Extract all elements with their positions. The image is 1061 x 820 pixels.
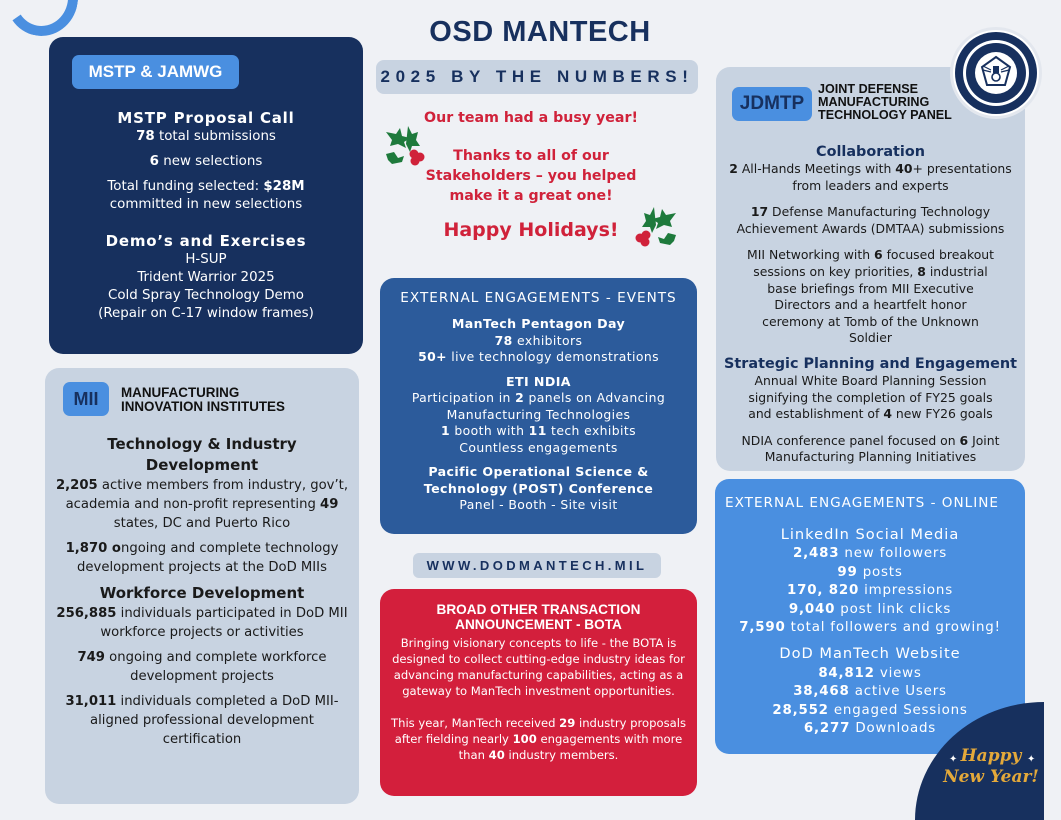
bota-results: This year, ManTech received 29 industry proposals after fielding nearly 100 engagements with more than 40 industry members. (391, 716, 686, 762)
sparkle-icon: ✦ (1027, 754, 1036, 765)
jdmtp-body (722, 143, 1019, 476)
post-conference-group: Pacific Operational Science & Technology (POST) Conference Panel - Booth - Site visit (423, 464, 654, 512)
workforce-projects-stat: 749 ongoing and complete workforce development projects (77, 650, 327, 684)
mstp-badge: MSTP & JAMWG (72, 55, 239, 89)
jdmtp-card (716, 67, 1025, 471)
planning-stat: Annual White Board Planning Session signifying the completion of FY25 goals and establishment of 4 new FY26 goals (748, 372, 993, 422)
participants-stat: 256,885 individuals participated in DoD MII workforce projects or activities (56, 606, 348, 640)
jdmtp-badge: JDMTP (732, 87, 812, 121)
selections-stat: 6 new selections (149, 154, 263, 169)
linkedin-stat: 99 posts (837, 564, 903, 580)
happy-holidays-text: Happy Holidays! (443, 219, 619, 241)
submissions-stat: 78 total submissions (136, 129, 276, 144)
mstp-body (49, 109, 363, 323)
page-title: OSD MANTECH (429, 16, 651, 48)
external-events-card (380, 278, 697, 534)
jdmtp-title: JOINT DEFENSE MANUFACTURING TECHNOLOGY PANEL (818, 82, 952, 122)
collaboration-heading: Collaboration (816, 144, 925, 160)
ndia-stat: NDIA conference panel focused on 6 Joint Manufacturing Planning Initiatives (741, 432, 1000, 465)
demo-item: (Repair on C-17 window frames) (98, 306, 314, 321)
sparkle-icon: ✦ (949, 754, 958, 765)
events-body (380, 316, 697, 514)
mii-card (45, 368, 359, 804)
bota-card (380, 589, 697, 796)
dod-mantech-seal-icon (950, 27, 1042, 119)
mii-badge: MII (63, 382, 109, 416)
linkedin-stat: 7,590 total followers and growing! (739, 620, 1001, 636)
online-body (715, 526, 1025, 738)
decorative-arc (0, 0, 84, 42)
holiday-line-busy-year: Our team had a busy year! (424, 110, 638, 126)
online-heading: EXTERNAL ENGAGEMENTS - ONLINE (725, 495, 1000, 511)
demo-item: Cold Spray Technology Demo (108, 288, 304, 303)
tech-projects-stat: 1,870 ongoing and complete technology development projects at the DoD MIIs (65, 541, 339, 575)
strategic-heading: Strategic Planning and Engagement (724, 355, 1017, 372)
external-online-card (715, 479, 1025, 754)
pentagon-day-group: ManTech Pentagon Day 78 exhibitors 50+ live technology demonstrations (418, 316, 659, 364)
bota-body (380, 635, 697, 763)
linkedin-stat: 170, 820 impressions (787, 583, 953, 599)
demo-item: H-SUP (185, 252, 227, 267)
holiday-message (400, 108, 662, 258)
linkedin-stat: 2,483 new followers (793, 546, 947, 562)
linkedin-group: LinkedIn Social Media 2,483 new followers 99 posts 170, 820 impressions 9,040 post link clicks 7,590 total followers and growing! (715, 526, 1025, 637)
bota-heading: BROAD OTHER TRANSACTION ANNOUNCEMENT - BOTA (436, 602, 641, 632)
happy-new-year-text: Happy New Year! (943, 746, 1039, 787)
eti-ndia-group: ETI NDIA Participation in 2 panels on Advancing Manufacturing Technologies 1 booth with 11 tech exhibits Countless engagements (411, 373, 666, 455)
bota-description: Bringing visionary concepts to life - the BOTA is designed to collect cutting-edge industry ideas for advancing manufacturing capabilities, acting as a gateway to ManTech investment opportunities. (392, 636, 685, 698)
funding-stat: Total funding selected: $28M committed in new selections (107, 179, 305, 212)
mstp-jamwg-card (49, 37, 363, 354)
demo-item: Trident Warrior 2025 (137, 270, 275, 285)
website-url-link[interactable]: WWW.DODMANTECH.MIL (413, 553, 661, 578)
tech-industry-heading: Technology & Industry Development (107, 435, 297, 474)
networking-stat: MII Networking with 6 focused breakout sessions on key priorities, 8 industrial base briefings from MII Executive Directors and a heartfelt honor ceremony at Tomb of the Unknown Soldier (747, 247, 994, 346)
website-stat: 28,552 engaged Sessions (772, 702, 968, 718)
website-group: DoD ManTech Website 84,812 views 38,468 active Users 28,552 engaged Sessions 6,277 Downloads (715, 645, 1025, 738)
meetings-stat: 2 All-Hands Meetings with 40+ presentations from leaders and experts (729, 161, 1012, 193)
holiday-line-thanks: Thanks to all of our Stakeholders – you helped make it a great one! (425, 148, 637, 204)
awards-stat: 17 Defense Manufacturing Technology Achievement Awards (DMTAA) submissions (736, 204, 1005, 236)
linkedin-stat: 9,040 post link clicks (788, 601, 952, 617)
mii-title: MANUFACTURING INNOVATION INSTITUTES (121, 385, 285, 414)
workforce-heading: Workforce Development (99, 584, 305, 602)
website-stat: 6,277 Downloads (803, 721, 937, 737)
page-subtitle: 2025 BY THE NUMBERS! (376, 60, 698, 94)
events-heading: EXTERNAL ENGAGEMENTS - EVENTS (400, 290, 677, 306)
certified-stat: 31,011 individuals completed a DoD MII-aligned professional development certification (65, 694, 339, 747)
mii-body (53, 434, 351, 755)
demos-heading: Demo’s and Exercises (105, 232, 307, 250)
proposal-call-heading: MSTP Proposal Call (117, 109, 295, 127)
members-stat: 2,205 active members from industry, gov’t, academia and non-profit representing 49 states, DC and Puerto Rico (55, 478, 349, 531)
website-stat: 84,812 views (818, 665, 922, 681)
website-stat: 38,468 active Users (793, 684, 947, 700)
